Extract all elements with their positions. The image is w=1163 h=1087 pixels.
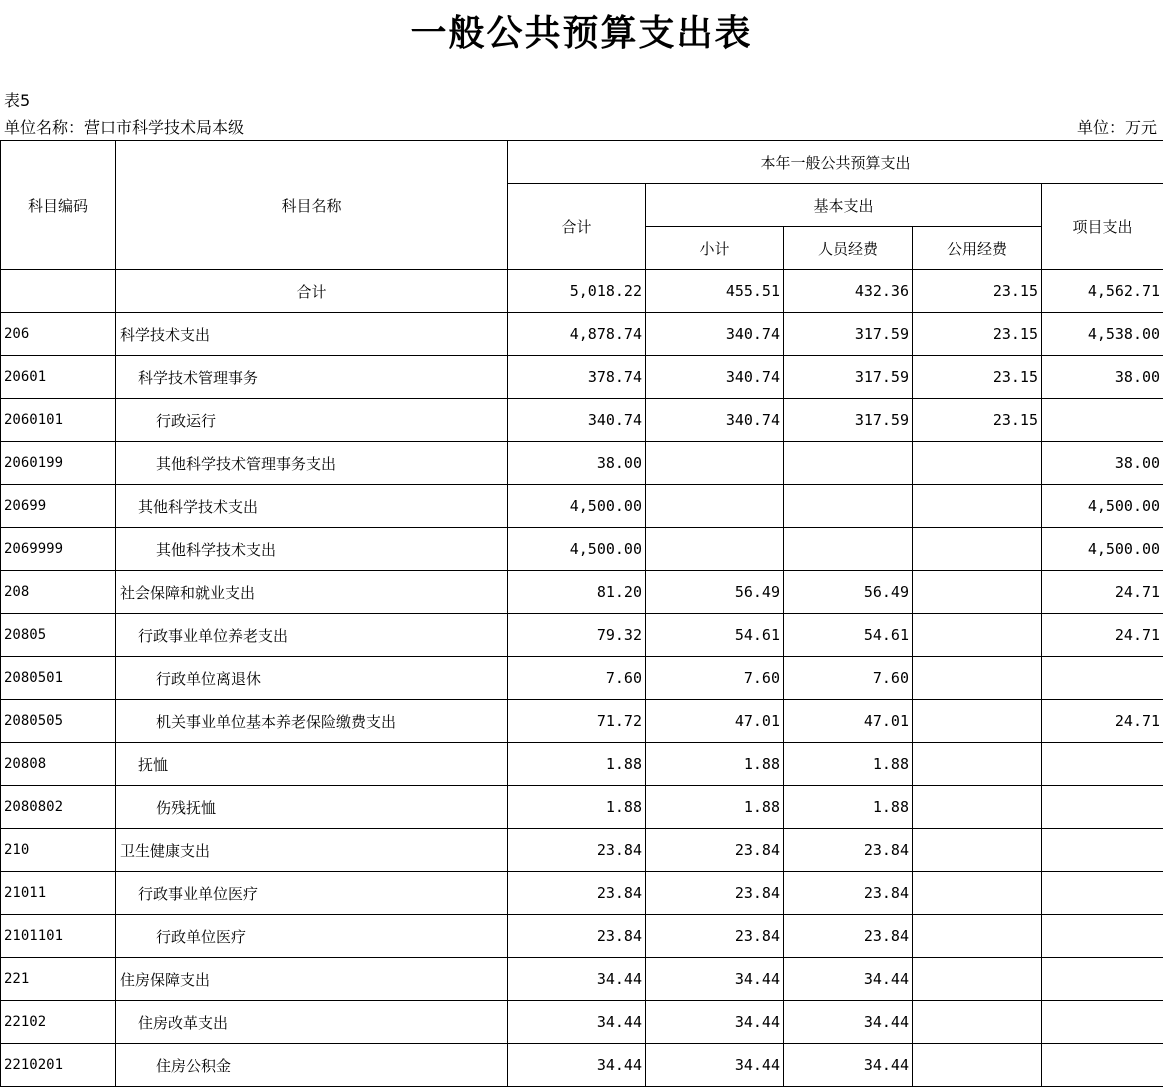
total-cell: 23.84	[508, 829, 646, 872]
code-cell: 208	[1, 571, 116, 614]
personnel-cell	[784, 442, 913, 485]
total-cell: 378.74	[508, 356, 646, 399]
table-row	[1, 528, 1163, 571]
header-personnel: 人员经费	[784, 227, 913, 270]
table-row	[1, 743, 1163, 786]
name-cell: 伤残抚恤	[116, 786, 508, 829]
public-cell	[913, 528, 1042, 571]
page-title: 一般公共预算支出表	[410, 12, 753, 54]
personnel-cell: 7.60	[784, 657, 913, 700]
total-cell: 1.88	[508, 786, 646, 829]
subtotal-cell: 34.44	[646, 958, 784, 1001]
name-cell: 卫生健康支出	[116, 829, 508, 872]
public-cell	[913, 829, 1042, 872]
project-cell: 4,500.00	[1042, 528, 1163, 571]
public-cell: 23.15	[913, 313, 1042, 356]
subtotal-cell: 340.74	[646, 356, 784, 399]
subtotal-cell: 23.84	[646, 915, 784, 958]
code-cell: 20601	[1, 356, 116, 399]
subtotal-cell: 1.88	[646, 786, 784, 829]
code-cell: 20699	[1, 485, 116, 528]
public-cell	[913, 915, 1042, 958]
project-cell	[1042, 958, 1163, 1001]
public-cell	[913, 700, 1042, 743]
total-cell: 34.44	[508, 958, 646, 1001]
name-cell: 合计	[116, 270, 508, 313]
name-cell: 其他科学技术管理事务支出	[116, 442, 508, 485]
code-cell: 210	[1, 829, 116, 872]
header-project: 项目支出	[1042, 184, 1163, 270]
personnel-cell: 34.44	[784, 1001, 913, 1044]
code-cell: 2060199	[1, 442, 116, 485]
code-cell: 2210201	[1, 1044, 116, 1087]
public-cell: 23.15	[913, 399, 1042, 442]
project-cell	[1042, 743, 1163, 786]
total-cell: 71.72	[508, 700, 646, 743]
table-row	[1, 829, 1163, 872]
table-row	[1, 270, 1163, 313]
name-cell: 住房保障支出	[116, 958, 508, 1001]
code-cell	[1, 270, 116, 313]
total-cell: 34.44	[508, 1044, 646, 1087]
header-code: 科目编码	[1, 141, 116, 270]
table-row	[1, 872, 1163, 915]
table-row	[1, 657, 1163, 700]
total-cell: 23.84	[508, 915, 646, 958]
code-cell: 221	[1, 958, 116, 1001]
personnel-cell: 23.84	[784, 915, 913, 958]
code-cell: 2101101	[1, 915, 116, 958]
personnel-cell: 56.49	[784, 571, 913, 614]
project-cell	[1042, 786, 1163, 829]
project-cell: 4,500.00	[1042, 485, 1163, 528]
total-cell: 34.44	[508, 1001, 646, 1044]
total-cell: 1.88	[508, 743, 646, 786]
table-row	[1, 786, 1163, 829]
header-basic: 基本支出	[646, 184, 1042, 227]
total-cell: 79.32	[508, 614, 646, 657]
total-cell: 81.20	[508, 571, 646, 614]
total-cell: 4,500.00	[508, 528, 646, 571]
project-cell	[1042, 399, 1163, 442]
name-cell: 其他科学技术支出	[116, 528, 508, 571]
total-cell: 7.60	[508, 657, 646, 700]
table-row	[1, 485, 1163, 528]
subtotal-cell: 47.01	[646, 700, 784, 743]
code-cell: 2080802	[1, 786, 116, 829]
personnel-cell: 47.01	[784, 700, 913, 743]
code-cell: 22102	[1, 1001, 116, 1044]
public-cell	[913, 743, 1042, 786]
subtotal-cell	[646, 528, 784, 571]
personnel-cell: 54.61	[784, 614, 913, 657]
code-cell: 20808	[1, 743, 116, 786]
subtotal-cell	[646, 442, 784, 485]
project-cell: 4,538.00	[1042, 313, 1163, 356]
table-row	[1, 313, 1163, 356]
project-cell	[1042, 657, 1163, 700]
total-cell: 340.74	[508, 399, 646, 442]
subtotal-cell: 455.51	[646, 270, 784, 313]
subtotal-cell: 34.44	[646, 1001, 784, 1044]
name-cell: 其他科学技术支出	[116, 485, 508, 528]
public-cell: 23.15	[913, 356, 1042, 399]
total-cell: 23.84	[508, 872, 646, 915]
public-cell	[913, 872, 1042, 915]
project-cell	[1042, 872, 1163, 915]
table-row	[1, 700, 1163, 743]
total-cell: 38.00	[508, 442, 646, 485]
personnel-cell: 317.59	[784, 399, 913, 442]
code-cell: 206	[1, 313, 116, 356]
name-cell: 行政事业单位养老支出	[116, 614, 508, 657]
code-cell: 21011	[1, 872, 116, 915]
project-cell: 38.00	[1042, 442, 1163, 485]
header-subtotal: 小计	[646, 227, 784, 270]
personnel-cell: 1.88	[784, 743, 913, 786]
personnel-cell: 317.59	[784, 313, 913, 356]
table-row	[1, 356, 1163, 399]
project-cell: 24.71	[1042, 614, 1163, 657]
code-cell: 2080505	[1, 700, 116, 743]
total-cell: 4,500.00	[508, 485, 646, 528]
personnel-cell: 432.36	[784, 270, 913, 313]
project-cell: 38.00	[1042, 356, 1163, 399]
name-cell: 机关事业单位基本养老保险缴费支出	[116, 700, 508, 743]
table-row	[1, 915, 1163, 958]
name-cell: 住房公积金	[116, 1044, 508, 1087]
public-cell	[913, 958, 1042, 1001]
name-cell: 抚恤	[116, 743, 508, 786]
unit-name: 单位名称：营口市科学技术局本级	[4, 118, 245, 137]
table-row	[1, 442, 1163, 485]
name-cell: 科学技术支出	[116, 313, 508, 356]
code-cell: 2080501	[1, 657, 116, 700]
personnel-cell: 34.44	[784, 958, 913, 1001]
personnel-cell: 1.88	[784, 786, 913, 829]
personnel-cell: 23.84	[784, 829, 913, 872]
total-cell: 5,018.22	[508, 270, 646, 313]
currency-unit: 单位：万元	[1076, 118, 1157, 137]
public-cell	[913, 1044, 1042, 1087]
public-cell	[913, 786, 1042, 829]
table-number: 表5	[4, 91, 31, 110]
name-cell: 科学技术管理事务	[116, 356, 508, 399]
public-cell	[913, 1001, 1042, 1044]
project-cell: 24.71	[1042, 571, 1163, 614]
total-cell: 4,878.74	[508, 313, 646, 356]
subtotal-cell: 340.74	[646, 399, 784, 442]
subtotal-cell: 7.60	[646, 657, 784, 700]
table-row	[1, 1044, 1163, 1087]
subtotal-cell: 1.88	[646, 743, 784, 786]
subtotal-cell	[646, 485, 784, 528]
personnel-cell: 317.59	[784, 356, 913, 399]
table-row	[1, 399, 1163, 442]
project-cell	[1042, 1044, 1163, 1087]
public-cell	[913, 485, 1042, 528]
subtotal-cell: 340.74	[646, 313, 784, 356]
name-cell: 行政单位医疗	[116, 915, 508, 958]
code-cell: 2060101	[1, 399, 116, 442]
table-row	[1, 571, 1163, 614]
project-cell	[1042, 829, 1163, 872]
personnel-cell	[784, 485, 913, 528]
name-cell: 行政运行	[116, 399, 508, 442]
project-cell: 4,562.71	[1042, 270, 1163, 313]
name-cell: 社会保障和就业支出	[116, 571, 508, 614]
name-cell: 行政单位离退休	[116, 657, 508, 700]
public-cell: 23.15	[913, 270, 1042, 313]
table-row	[1, 1001, 1163, 1044]
header-total: 合计	[508, 184, 646, 270]
personnel-cell	[784, 528, 913, 571]
public-cell	[913, 657, 1042, 700]
project-cell	[1042, 1001, 1163, 1044]
header-name: 科目名称	[116, 141, 508, 270]
subtotal-cell: 23.84	[646, 872, 784, 915]
name-cell: 行政事业单位医疗	[116, 872, 508, 915]
budget-table	[0, 140, 1163, 1087]
project-cell	[1042, 915, 1163, 958]
header-public: 公用经费	[913, 227, 1042, 270]
name-cell: 住房改革支出	[116, 1001, 508, 1044]
table-row	[1, 958, 1163, 1001]
header-group: 本年一般公共预算支出	[508, 141, 1163, 184]
subtotal-cell: 54.61	[646, 614, 784, 657]
project-cell: 24.71	[1042, 700, 1163, 743]
public-cell	[913, 442, 1042, 485]
personnel-cell: 34.44	[784, 1044, 913, 1087]
public-cell	[913, 614, 1042, 657]
public-cell	[913, 571, 1042, 614]
table-row	[1, 614, 1163, 657]
subtotal-cell: 34.44	[646, 1044, 784, 1087]
personnel-cell: 23.84	[784, 872, 913, 915]
code-cell: 20805	[1, 614, 116, 657]
subtotal-cell: 23.84	[646, 829, 784, 872]
subtotal-cell: 56.49	[646, 571, 784, 614]
code-cell: 2069999	[1, 528, 116, 571]
